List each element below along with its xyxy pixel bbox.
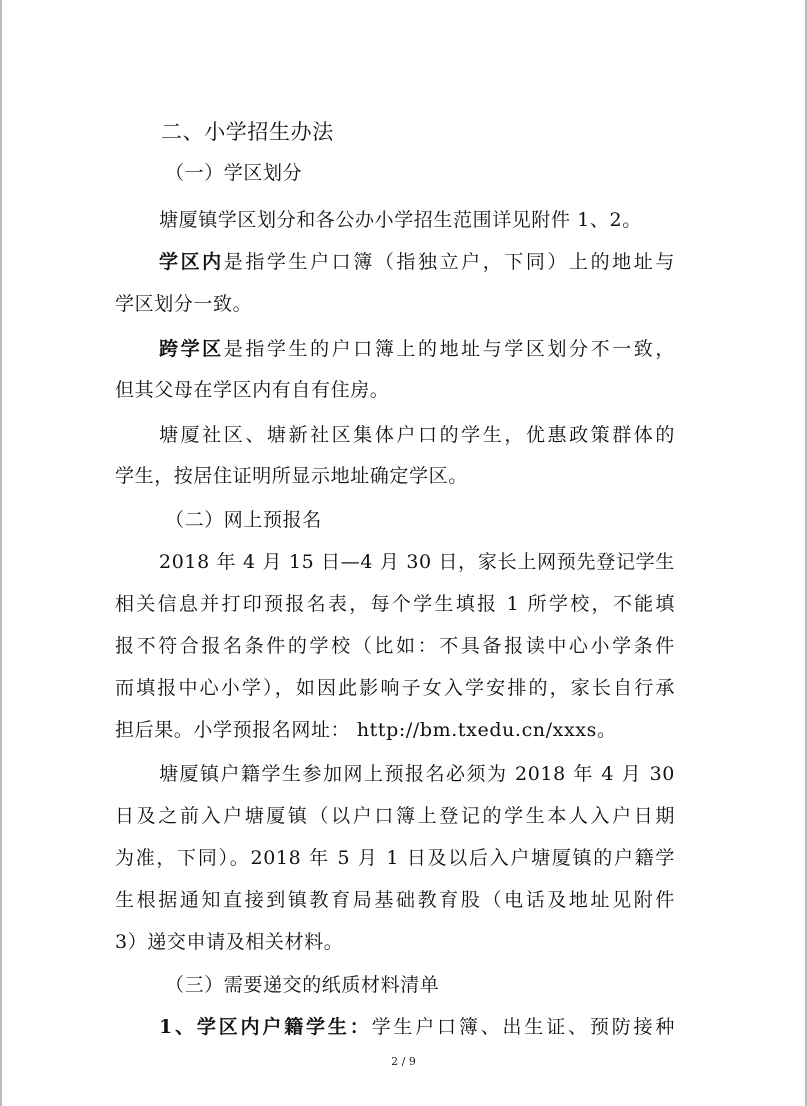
subsection-heading-1: （一）学区划分 xyxy=(165,162,303,184)
paragraph-cross-district-line-1: 跨学区是指学生的户口簿上的地址与学区划分不一致， xyxy=(159,338,675,360)
subsection-heading-2: （二）网上预报名 xyxy=(165,509,322,531)
section-title: 二、小学招生办法 xyxy=(161,120,334,144)
paragraph-district-attachments: 塘厦镇学区划分和各公办小学招生范围详见附件 1、2。 xyxy=(159,209,642,231)
paragraph-cross-district-line-2: 但其父母在学区内有自有住房。 xyxy=(115,379,390,401)
paragraph-online-line-1: 2018 年 4 月 15 日—4 月 30 日，家长上网预先登记学生 xyxy=(159,551,675,573)
list-item-1: 1、学区内户籍学生：学生户口簿、出生证、预防接种 xyxy=(159,1016,675,1038)
paragraph-registration-line-1: 塘厦镇户籍学生参加网上预报名必须为 2018 年 4 月 30 xyxy=(159,763,675,785)
paragraph-online-line-3: 报不符合报名条件的学校（比如：不具备报读中心小学条件 xyxy=(115,635,675,657)
paragraph-online-line-4: 而填报中心小学），如因此影响子女入学安排的，家长自行承 xyxy=(115,677,675,699)
paragraph-online-line-2: 相关信息并打印预报名表，每个学生填报 1 所学校，不能填 xyxy=(115,593,675,615)
paragraph-online-line-5: 担后果。小学预报名网址： http://bm.txedu.cn/xxxs。 xyxy=(115,719,617,741)
subsection-heading-3: （三）需要递交的纸质材料清单 xyxy=(165,974,440,996)
term-in-district: 学区内 xyxy=(159,251,224,273)
paragraph-registration-line-4: 生根据通知直接到镇教育局基础教育股（电话及地址见附件 xyxy=(115,889,675,911)
paragraph-registration-line-5: 3）递交申请及相关材料。 xyxy=(115,931,344,953)
page-number: 2 / 9 xyxy=(391,1055,416,1068)
paragraph-registration-line-2: 日及之前入户塘厦镇（以户口簿上登记的学生本人入户日期 xyxy=(115,805,675,827)
paragraph-collective-line-2: 学生，按居住证明所显示地址确定学区。 xyxy=(115,465,468,487)
page-left-edge xyxy=(0,0,2,1106)
paragraph-collective-line-1: 塘厦社区、塘新社区集体户口的学生，优惠政策群体的 xyxy=(159,424,675,446)
list-item-1-label: 1、学区内户籍学生： xyxy=(159,1016,372,1038)
paragraph-in-district-line-2: 学区划分一致。 xyxy=(115,293,253,315)
term-cross-district: 跨学区 xyxy=(159,338,224,360)
paragraph-in-district-line-1: 学区内是指学生户口簿（指独立户，下同）上的地址与 xyxy=(159,251,675,273)
paragraph-registration-line-3: 为准，下同）。2018 年 5 月 1 日及以后入户塘厦镇的户籍学 xyxy=(115,847,675,869)
